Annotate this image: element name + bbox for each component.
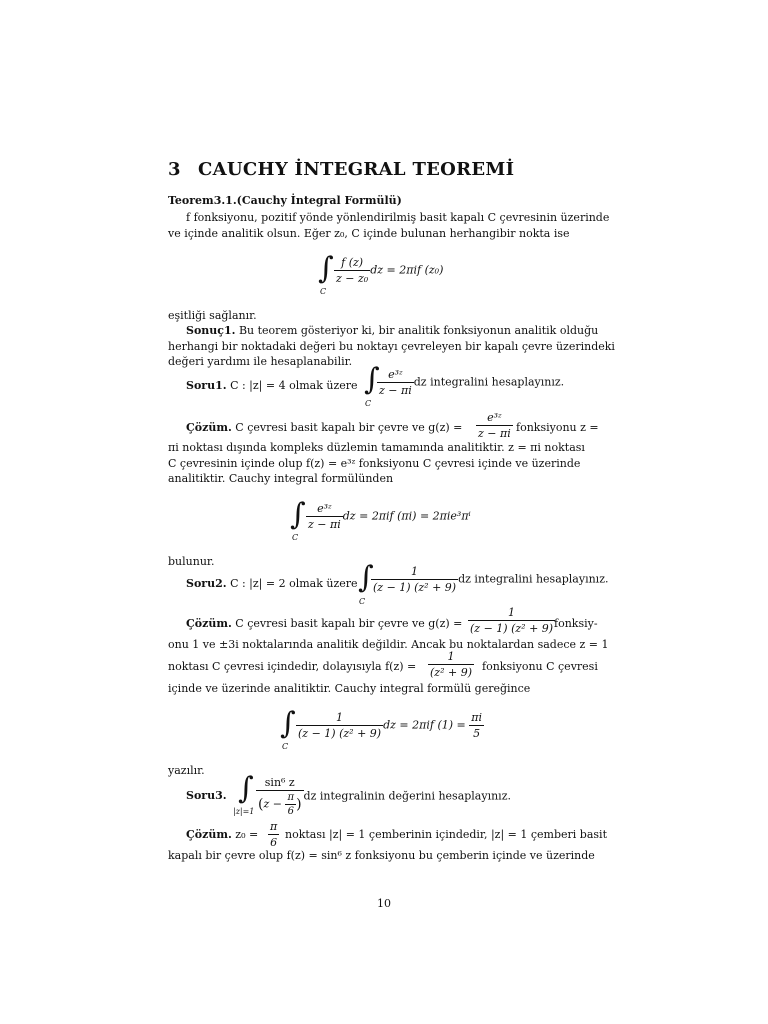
question-2-label: Soru2.: [186, 577, 227, 590]
section-number: 3: [168, 159, 181, 180]
question-2-prefix: Soru2. C : |z| = 2 olmak üzere: [186, 577, 358, 590]
corollary-line-3: değeri yardımı ile hesaplanabilir.: [168, 355, 353, 368]
solution-2-label: Çözüm.: [186, 617, 232, 630]
solution-1-line-4: analitiktir. Cauchy integral formülünden: [168, 472, 394, 485]
solution-2-line-2: onu 1 ve ±3i noktalarında analitik değildir. Ancak bu noktalardan sadece z = 1: [168, 638, 609, 651]
theorem-line-1: f fonksiyonu, pozitif yönde yönlendirilmiş basit kapalı C çevresinin üzerinde: [186, 211, 610, 224]
question-3-label: Soru3.: [186, 789, 227, 802]
solution-2-conclusion: yazılır.: [168, 764, 205, 777]
question-1-label: Soru1.: [186, 379, 227, 392]
question-1-prefix: Soru1. C : |z| = 4 olmak üzere: [186, 379, 358, 392]
page-number: 10: [377, 897, 391, 910]
corollary-line-2: herhangi bir noktadaki değeri bu noktayı çevreleyen bir kapalı çevre üzerindeki: [168, 340, 615, 353]
corollary-line-1: Sonuç1. Bu teorem gösteriyor ki, bir analitik fonksiyonun analitik olduğu: [186, 324, 599, 337]
solution-3-line-2: kapalı bir çevre olup f(z) = sin⁶ z fonksiyonu bu çemberin içinde ve üzerinde: [168, 849, 595, 862]
theorem-conclusion: eşitliği sağlanır.: [168, 309, 257, 322]
solution-3-label: Çözüm.: [186, 828, 232, 841]
solution-1-line-2: πi noktası dışında kompleks düzlemin tamamında analitiktir. z = πi noktası: [168, 441, 585, 454]
integral-sign: ∫: [318, 251, 334, 286]
question-3-prefix: [186, 788, 227, 803]
solution-2-line-4: içinde ve üzerinde analitiktir. Cauchy integral formülü gereğince: [168, 682, 531, 695]
section-title: CAUCHY İNTEGRAL TEOREMİ: [198, 159, 515, 180]
corollary-label: Sonuç1.: [186, 324, 236, 337]
equation-fraction: $\frac{f (z)}{\text{z − z₀}}$: [336, 256, 369, 285]
solution-1-conclusion: bulunur.: [168, 555, 215, 568]
document-page: 3 CAUCHY İNTEGRAL TEOREMİ Teorem3.1.(Cauchy İntegral Formülü) f fonksiyonu, pozitif yönde yönlendirilmiş basit kapalı C çevresinin üzerinde ve içinde analitik olsun. Eğer z₀, C içinde bulunan herhangibir nokta ise ∫ C $\frac{f (z)}{\text{z − z₀}}$ dz = 2πif (z₀) eşitliği sağlanır. Sonuç1. Bu teorem gösteriyor ki, bir analitik fonksiyonun analitik olduğu herhangi bir noktadaki değeri bu noktayı çevreleyen bir kapalı çevre üzerindeki değeri yardımı ile hesaplanabilir. Soru1. C : |z| = 4 olmak üzere ∫ C $\frac{\text{e³ᶻ}}{z - \pi i}$ dz integralini hesaplayınız. Çözüm. C çevresi basit kapalı bir çevre ve g(z) = $\frac{\text{e³ᶻ}}{z - \pi i}$ fonksiyonu z = πi noktası dışında kompleks düzlemin tamamında analitiktir. z = πi noktası C çevresinin içinde olup f(z) = e³ᶻ fonksiyonu C çevresi içinde ve üzerinde analitiktir. Cauchy integral formülünden ∫ C $\frac{\text{e³ᶻ}}{z - \pi i}$ dz = 2πif (πi) = 2πie³πⁱ bulunur. Soru2. C : |z| = 2 olmak üzere ∫ C $\frac{1}{\text{(z − 1) (z² + 9)}}$ dz integralini hesaplayınız. Çözüm. C çevresi basit kapalı bir çevre ve g(z) = $\frac{1}{\text{(z − 1) (z² + 9)}}$ fonksiy- onu 1 ve ±3i noktalarında analitik değildir. Ancak bu noktalardan sadece z = 1 noktası C çevresi içindedir, dolayısıyla f(z) = $\frac{1}{\text{(z² + 9)}}$ fonksiyonu C çevresi içinde ve üzerinde analitiktir. Cauchy integral formülü gereğince ∫ C $\frac{1}{\text{(z − 1) (z² + 9)}}$ dz = 2πif (1) = $\frac{\pi i}{5}$ yazılır. Soru3. ∫ |z|=1 sin⁶ z (z − $\frac{\pi}{6}$ ) dz integralinin değerini hesaplayınız. Çözüm. z₀ = $\frac{\pi}{6}$ noktası |z| = 1 çemberinin içindedir, |z| = 1 çemberi basit kapalı bir çevre olup f(z) = sin⁶ z fonksiyonu bu çemberin içinde ve üzerinde 10: [0, 0, 768, 1024]
equation-rhs: dz = 2πif (z₀): [370, 263, 444, 277]
theorem-label: Teorem3.1.: [168, 194, 237, 207]
solution-1-line-3: C çevresinin içinde olup f(z) = e³ᶻ fonksiyonu C çevresi içinde ve üzerinde: [168, 457, 581, 470]
theorem-line-2: ve içinde analitik olsun. Eğer z₀, C içinde bulunan herhangibir nokta ise: [168, 227, 570, 240]
theorem-heading: [168, 193, 402, 208]
contour-subscript: C: [320, 287, 327, 296]
solution-1-label: Çözüm.: [186, 421, 232, 434]
section-heading: [168, 159, 514, 180]
theorem-name: (Cauchy İntegral Formülü): [236, 194, 402, 207]
